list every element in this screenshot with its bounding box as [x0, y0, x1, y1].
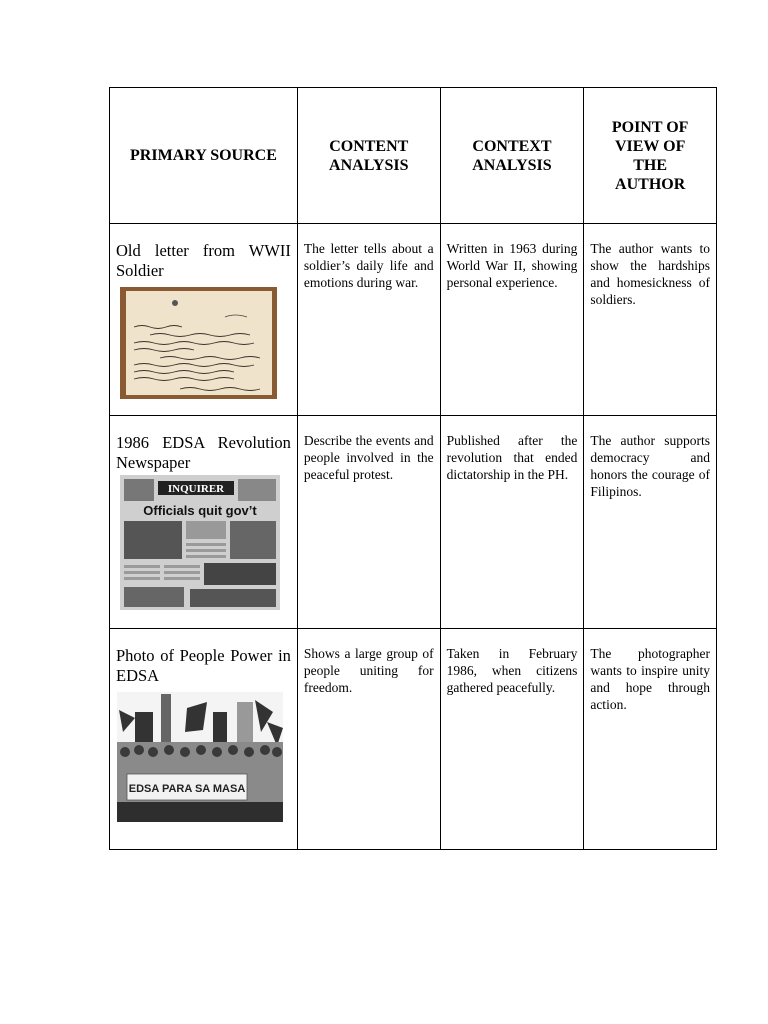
- source-title: Photo of People Power in EDSA: [116, 646, 291, 685]
- content-analysis-cell: Shows a large group of people uniting for freedom.: [297, 629, 440, 850]
- point-of-view-cell: The photographer wants to inspire unity and hope through action.: [584, 629, 717, 850]
- content-analysis-cell: Describe the events and people involved in the peaceful protest.: [297, 416, 440, 629]
- point-of-view-cell: The author wants to show the hardships and homesickness of soldiers.: [584, 224, 717, 416]
- context-analysis-cell: Written in 1963 during World War II, showing personal experience.: [440, 224, 584, 416]
- handwritten-letter-photo: [120, 287, 277, 399]
- header-primary-source: PRIMARY SOURCE: [110, 88, 298, 224]
- content-analysis-cell: The letter tells about a soldier’s daily life and emotions during war.: [297, 224, 440, 416]
- source-cell: [110, 416, 298, 629]
- svg-text:INQUIRER: INQUIRER: [167, 483, 225, 495]
- header-row: [110, 88, 717, 224]
- header-content-analysis: CONTENT ANALYSIS: [297, 88, 440, 224]
- context-analysis-cell: Published after the revolution that ended dictatorship in the PH.: [440, 416, 584, 629]
- source-cell: [110, 224, 298, 416]
- source-cell: [110, 629, 298, 850]
- edsa-crowd-photo: [117, 692, 283, 822]
- header-point-of-view: POINT OF VIEW OF THE AUTHOR: [584, 88, 717, 224]
- table-row: [110, 224, 717, 416]
- svg-text:Officials quit gov’t: Officials quit gov’t: [143, 503, 257, 518]
- source-title: Old letter from WWII Soldier: [116, 241, 291, 280]
- context-analysis-cell: Taken in February 1986, when citizens gathered peacefully.: [440, 629, 584, 850]
- point-of-view-cell: The author supports democracy and honors the courage of Filipinos.: [584, 416, 717, 629]
- table-row: [110, 416, 717, 629]
- svg-text:EDSA PARA SA MASA: EDSA PARA SA MASA: [128, 783, 246, 795]
- primary-source-analysis-table: [109, 87, 717, 850]
- source-title: 1986 EDSA Revolution Newspaper: [116, 433, 291, 472]
- newspaper-front-page-photo: [120, 475, 280, 610]
- table-row: [110, 629, 717, 850]
- header-context-analysis: CONTEXT ANALYSIS: [440, 88, 584, 224]
